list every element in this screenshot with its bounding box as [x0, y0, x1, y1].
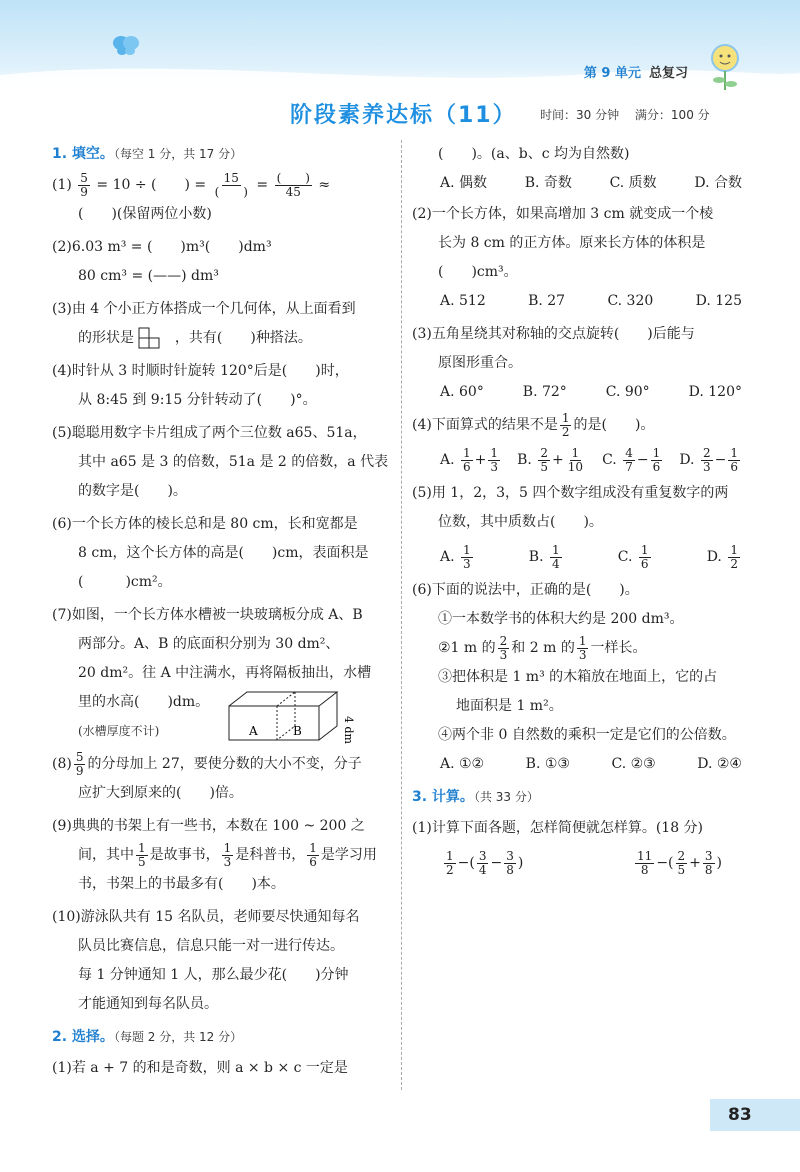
- section-2-heading: [52, 1023, 397, 1052]
- q7-line1: (7)如图，一个长方体水槽被一块玻璃板分成 A、B: [52, 607, 363, 623]
- fraction-5-9: $\frac{5}{9}$: [80, 170, 88, 199]
- statement-1: ①一本数学书的体积大约是 200 dm³。: [438, 611, 684, 627]
- q10-line3: 每 1 分钟通知 1 人，那么最少花( )分钟: [78, 967, 349, 983]
- fill-q7: [52, 601, 397, 746]
- q1-tail: ( )(保留两位小数): [78, 206, 212, 222]
- option-d[interactable]: D. 125: [695, 293, 742, 309]
- choice-q6-options: [412, 750, 762, 779]
- section-1-title: 1. 填空。: [52, 146, 114, 162]
- q2-line2: 80 cm³ = (——) dm³: [78, 268, 219, 284]
- section-2-note: （每题 2 分，共 12 分）: [113, 1030, 243, 1044]
- fill-q1: [52, 171, 397, 229]
- choice-q2-options: [412, 287, 762, 316]
- choice-q4-options: [412, 446, 762, 475]
- statement-2: [412, 634, 762, 663]
- q6-line2: 8 cm，这个长方体的高是( )cm，表面积是: [78, 545, 369, 561]
- expression-1: $\frac{1}{2}$ −( $\frac{3}{4}$ − $\frac{3}{8}$ ): [446, 848, 524, 877]
- q7-line4: [52, 688, 397, 746]
- option-c[interactable]: C. 90°: [605, 384, 650, 400]
- time-limit: 时间：30 分钟: [540, 108, 620, 122]
- q1-approx: ≈: [318, 177, 331, 193]
- q9-text-d: 是学习用: [320, 847, 377, 863]
- option-b[interactable]: B. ①③: [525, 756, 570, 772]
- q5-line2: 其中 a65 是 3 的倍数，51a 是 2 的倍数，a 代表: [78, 454, 389, 470]
- q7-line2: 两部分。A、B 的底面积分别为 30 dm²、: [78, 636, 340, 652]
- unit-sub-label: 总复习: [648, 66, 688, 81]
- q1-text: = 10 ÷ ( ) =: [96, 177, 207, 193]
- q8-line1: [52, 750, 397, 779]
- q1-number: (1): [52, 177, 72, 193]
- sun-flower-icon: [700, 38, 750, 90]
- option-a[interactable]: A. $\frac{1}{3}$: [440, 542, 471, 571]
- statement-2-c: 一样长。: [590, 640, 647, 656]
- choice-q2: [412, 200, 762, 316]
- fraction-1-3-b: $\frac{1}{3}$: [578, 633, 587, 662]
- q7-text-block: [78, 688, 209, 746]
- option-d[interactable]: D. 合数: [694, 175, 742, 191]
- option-a[interactable]: A. 60°: [440, 384, 484, 400]
- q5-line1: (5)聪聪用数字卡片组成了两个三位数 a65、51a，: [52, 425, 367, 441]
- q4-line1: (4)时针从 3 时顺时针旋转 120°后是( )时，: [52, 363, 349, 379]
- statement-2-b: 和 2 m 的: [511, 640, 575, 656]
- exam-meta: [540, 106, 722, 123]
- q10-line1: (10)游泳队共有 15 名队员，老师要尽快通知每名: [52, 909, 360, 925]
- fraction-1-6: $\frac{1}{6}$: [309, 840, 317, 869]
- page-title: 阶段素养达标（11）: [290, 103, 517, 128]
- tank-label-a: A: [249, 724, 258, 738]
- choice-q1-options: [412, 169, 762, 198]
- section-2-title: 2. 选择。: [52, 1029, 114, 1045]
- top-view-shape: [138, 327, 170, 349]
- q9-text-c: 是科普书，: [235, 847, 306, 863]
- full-score: 满分：100 分: [634, 108, 710, 122]
- fraction-1-3: $\frac{1}{3}$: [223, 840, 232, 869]
- choice-q2-line1: (2)一个长方体，如果高增加 3 cm 就变成一个棱: [412, 206, 714, 222]
- option-c[interactable]: C. 320: [607, 293, 654, 309]
- choice-q4-text-a: (4)下面算式的结果不是: [412, 417, 558, 433]
- option-d[interactable]: D. $\frac{2}{3}$ − $\frac{1}{6}$: [679, 445, 738, 474]
- q9-line1: (9)典典的书架上有一些书，本数在 100 ~ 200 之: [52, 818, 365, 834]
- option-b[interactable]: B. 奇数: [524, 175, 572, 191]
- option-b[interactable]: B. $\frac{1}{4}$: [528, 542, 560, 571]
- fraction-2-3: $\frac{2}{3}$: [499, 633, 508, 662]
- fraction-1-2: $\frac{1}{2}$: [561, 410, 570, 439]
- option-b[interactable]: B. $\frac{2}{5}$ + $\frac{1}{10}$: [517, 445, 583, 474]
- calc-expressions: [412, 849, 762, 878]
- tank-label-b: B: [293, 724, 302, 738]
- right-column: [412, 140, 762, 878]
- q8-line2: 应扩大到原来的( )倍。: [78, 785, 243, 801]
- choice-q5-line1: (5)用 1，2，3，5 四个数字组成没有重复数字的两: [412, 485, 729, 501]
- fraction-blank-45: $\frac{( )}{45}$: [276, 170, 310, 199]
- q6-line3: ( )cm²。: [78, 574, 172, 590]
- tank-height-label: 4 dm: [342, 716, 356, 744]
- left-column: [52, 140, 397, 1087]
- choice-q5: [412, 479, 762, 572]
- choice-q1-line1: (1)若 a + 7 的和是奇数，则 a × b × c 一定是: [52, 1060, 348, 1076]
- option-b[interactable]: B. 72°: [522, 384, 567, 400]
- choice-q6-line1: (6)下面的说法中，正确的是( )。: [412, 582, 639, 598]
- q10-line2: 队员比赛信息，信息只能一对一进行传达。: [78, 938, 344, 954]
- option-a[interactable]: A. 512: [440, 293, 486, 309]
- q9-text-b: 是故事书，: [149, 847, 220, 863]
- unit-tag: [584, 62, 688, 81]
- q7-water-height: 里的水高( )dm。: [78, 694, 210, 710]
- fill-q8: [52, 750, 397, 808]
- fraction-5-9-b: $\frac{5}{9}$: [75, 749, 84, 778]
- q3-line2: [52, 324, 397, 353]
- unit-label: 第 9 单元: [583, 66, 641, 81]
- q7-note: (水槽厚度不计): [78, 724, 160, 738]
- option-c[interactable]: C. $\frac{1}{6}$: [617, 542, 649, 571]
- option-c[interactable]: C. $\frac{4}{7}$ − $\frac{1}{6}$: [602, 445, 661, 474]
- q6-line1: (6)一个长方体的棱长总和是 80 cm，长和宽都是: [52, 516, 358, 532]
- choice-q2-line3: ( )cm³。: [438, 264, 518, 280]
- section-1-heading: [52, 140, 397, 169]
- choice-q3-options: [412, 378, 762, 407]
- q3-text-b: ，共有( )种搭法。: [174, 330, 312, 346]
- choice-q5-line2: 位数，其中质数占( )。: [438, 514, 603, 530]
- q8-text: 的分母加上 27，要使分数的大小不变，分子: [87, 756, 362, 772]
- fill-q9: [52, 812, 397, 899]
- choice-q6: [412, 576, 762, 779]
- q1-equals: =: [256, 177, 269, 193]
- statement-2-a: ②1 m 的: [438, 640, 496, 656]
- choice-q3-line2: 原图形重合。: [438, 355, 522, 371]
- option-c[interactable]: C. 质数: [609, 175, 657, 191]
- option-a[interactable]: A. $\frac{1}{6}$ + $\frac{1}{3}$: [440, 445, 499, 474]
- fraction-1-5: $\frac{1}{5}$: [138, 840, 146, 869]
- choice-q2-line2: 长为 8 cm 的正方体。原来长方体的体积是: [438, 235, 706, 251]
- butterfly-icon: [112, 34, 140, 56]
- section-3-title: 3. 计算。: [412, 789, 474, 805]
- option-c[interactable]: C. ②③: [611, 756, 656, 772]
- statement-3-line1: ③把体积是 1 m³ 的木箱放在地面上，它的占: [438, 669, 718, 685]
- fraction-15-blank: $\frac{15}{( )}$: [214, 170, 248, 199]
- option-a[interactable]: A. ①②: [440, 756, 485, 772]
- option-b[interactable]: B. 27: [528, 293, 566, 309]
- fill-q2: [52, 233, 397, 291]
- choice-q4: [412, 411, 762, 475]
- choice-q3-line1: (3)五角星绕其对称轴的交点旋转( )后能与: [412, 326, 695, 342]
- q7-line3: 20 dm²。往 A 中注满水，再将隔板抽出，水槽: [78, 665, 372, 681]
- q9-line3: 书，书架上的书最多有( )本。: [78, 876, 285, 892]
- q3-line1: (3)由 4 个小正方体搭成一个几何体，从上面看到: [52, 301, 356, 317]
- section-3-note: （共 33 分）: [473, 790, 539, 804]
- column-divider: [401, 140, 402, 1090]
- option-d[interactable]: D. $\frac{1}{2}$: [706, 542, 738, 571]
- option-d[interactable]: D. 120°: [688, 384, 742, 400]
- q9-line2: [52, 841, 397, 870]
- choice-q5-options: [412, 543, 762, 572]
- page-number: 83: [710, 1099, 800, 1131]
- q2-line1: (2)6.03 m³ = ( )m³( )dm³: [52, 239, 272, 255]
- calc-q1: (1)计算下面各题，怎样简便就怎样算。(18 分): [412, 820, 704, 836]
- choice-q3: [412, 320, 762, 407]
- header-band: [0, 0, 800, 95]
- expression-2: $\frac{11}{8}$ −( $\frac{2}{5}$ + $\frac{3}{8}$ ): [637, 848, 722, 877]
- q10-line4: 才能通知到每名队员。: [78, 996, 218, 1012]
- statement-3-line2: 地面积是 1 m²。: [456, 698, 563, 714]
- fill-q10: [52, 903, 397, 1019]
- q9-text-a: 间，其中: [78, 847, 134, 863]
- section-3-heading: [412, 783, 762, 812]
- q5-line3: 的数字是( )。: [78, 483, 187, 499]
- q8-number: (8): [52, 756, 72, 772]
- fill-q5: [52, 419, 397, 506]
- water-tank-figure: [225, 688, 355, 744]
- choice-q4-line1: [412, 411, 762, 440]
- q3-text-a: 的形状是: [78, 330, 134, 346]
- statement-4: ④两个非 0 自然数的乘积一定是它们的公倍数。: [438, 727, 736, 743]
- q4-line2: 从 8:45 到 9:15 分针转动了( )°。: [78, 392, 317, 408]
- fill-q6: [52, 510, 397, 597]
- fill-q3: [52, 295, 397, 353]
- option-d[interactable]: D. ②④: [697, 756, 742, 772]
- choice-q4-text-b: 的是( )。: [573, 417, 655, 433]
- choice-q1-line2: ( )。(a、b、c 均为自然数): [438, 146, 630, 162]
- fill-q4: [52, 357, 397, 415]
- option-a[interactable]: A. 偶数: [440, 175, 488, 191]
- section-1-note: （每空 1 分，共 17 分）: [113, 147, 243, 161]
